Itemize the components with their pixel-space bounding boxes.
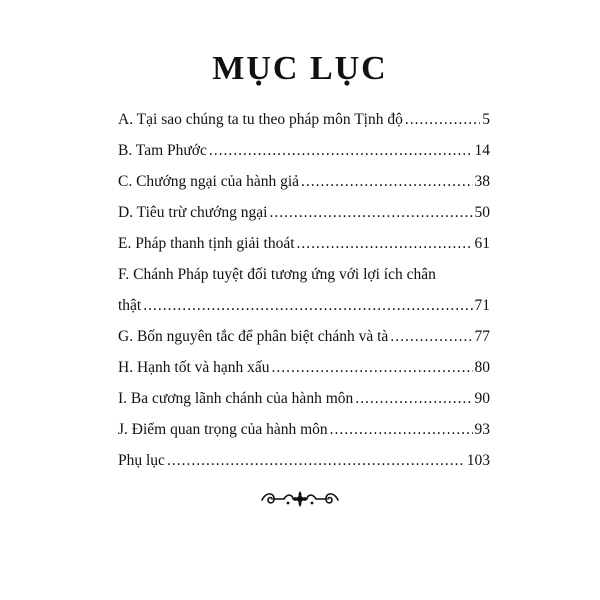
dot-leader: [297, 228, 473, 259]
dot-leader: [272, 352, 473, 383]
toc-entry-label: Phụ lục: [118, 452, 165, 469]
toc-entry-page: 80: [474, 359, 490, 376]
toc-entry-label: J. Điểm quan trọng của hành môn: [118, 421, 328, 438]
toc-entry-i: [118, 383, 490, 414]
toc-entry-label: B. Tam Phước: [118, 142, 207, 159]
toc-entry-c: [118, 166, 490, 197]
toc-entry-label: E. Pháp thanh tịnh giải thoát: [118, 235, 295, 252]
dot-leader: [355, 383, 472, 414]
toc-entry-a: [118, 104, 490, 135]
toc-entry-page: 38: [474, 173, 490, 190]
toc-entry-page: 77: [474, 328, 490, 345]
toc-entry-g: [118, 321, 490, 352]
toc-entry-b: [118, 135, 490, 166]
dot-leader: [390, 321, 472, 352]
toc-entry-f-continuation: [118, 290, 490, 321]
toc-entry-appendix: [118, 445, 490, 476]
dot-leader: [209, 135, 473, 166]
toc-entry-page: 71: [474, 297, 490, 314]
toc-entry-label: D. Tiêu trừ chướng ngại: [118, 204, 268, 221]
toc-entry-label: I. Ba cương lãnh chánh của hành môn: [118, 390, 354, 407]
toc-entry-page: 61: [474, 235, 490, 252]
toc-entry-j: [118, 414, 490, 445]
dot-leader: [167, 445, 465, 476]
toc-entry-page: 90: [474, 390, 490, 407]
toc-entry-e: [118, 228, 490, 259]
toc-entry-label: A. Tại sao chúng ta tu theo pháp môn Tịnh độ: [118, 111, 403, 128]
toc-entry-label: C. Chướng ngại của hành giả: [118, 173, 300, 190]
toc-entry-f: [118, 259, 490, 290]
page-title: MỤC LỤC: [212, 50, 388, 87]
dot-leader: [143, 290, 472, 321]
toc-entry-d: [118, 197, 490, 228]
decorative-scroll-ornament-icon: [258, 488, 342, 510]
toc-entry-label: H. Hạnh tốt và hạnh xấu: [118, 359, 270, 376]
toc-entry-label: G. Bốn nguyên tắc để phân biệt chánh và tà: [118, 328, 389, 345]
toc-entry-label-continuation: thật: [118, 297, 142, 314]
toc-entry-page: 93: [474, 421, 490, 438]
dot-leader: [301, 166, 472, 197]
dot-leader: [330, 414, 473, 445]
toc-entry-page: 5: [482, 111, 490, 128]
table-of-contents: [118, 104, 490, 476]
dot-leader: [269, 197, 472, 228]
dot-leader: [405, 104, 480, 135]
toc-entry-page: 103: [466, 452, 490, 469]
toc-entry-h: [118, 352, 490, 383]
toc-entry-label: F. Chánh Pháp tuyệt đối tương ứng với lợi ích chân: [118, 266, 436, 283]
toc-entry-page: 50: [474, 204, 490, 221]
toc-entry-page: 14: [474, 142, 490, 159]
